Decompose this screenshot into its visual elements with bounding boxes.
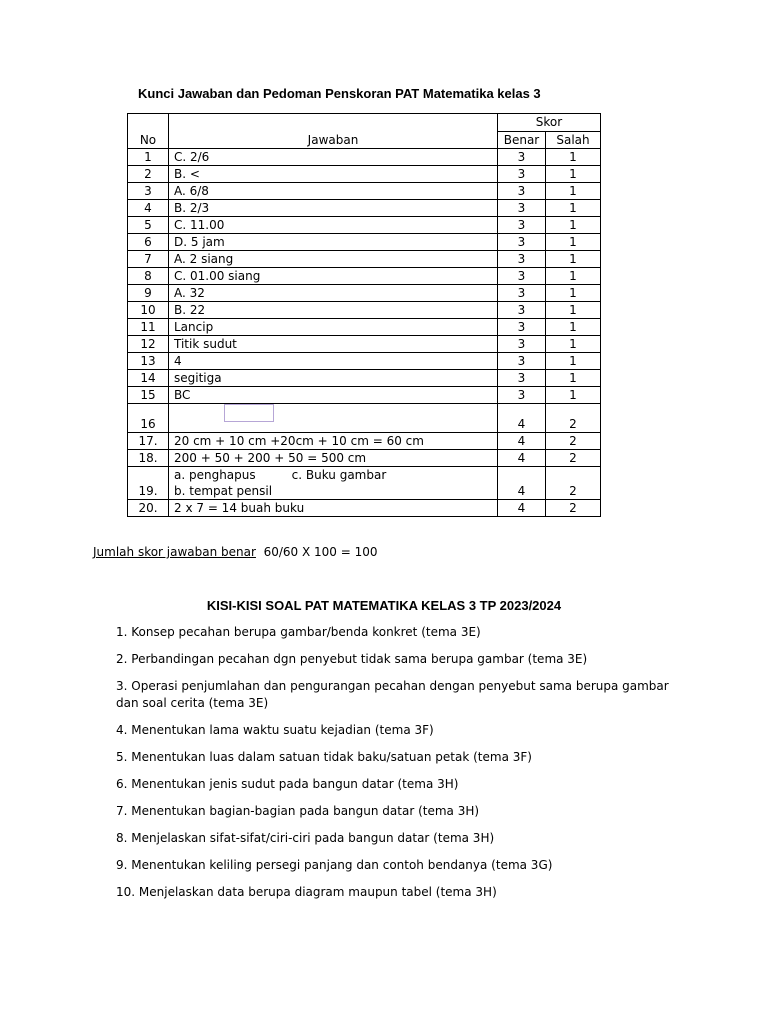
cell-wrong: 1	[546, 387, 601, 404]
cell-correct: 4	[498, 467, 546, 500]
cell-no: 19.	[128, 467, 169, 500]
cell-correct: 4	[498, 404, 546, 433]
cell-wrong: 1	[546, 251, 601, 268]
cell-wrong: 2	[546, 433, 601, 450]
cell-correct: 3	[498, 166, 546, 183]
header-score: Skor	[498, 114, 601, 132]
cell-wrong: 1	[546, 268, 601, 285]
cell-no: 5	[128, 217, 169, 234]
summary-formula: 60/60 X 100 = 100	[263, 545, 378, 559]
table-row	[128, 387, 601, 404]
cell-wrong: 1	[546, 217, 601, 234]
cell-wrong: 2	[546, 500, 601, 517]
cell-no: 11	[128, 319, 169, 336]
answer-c: c. Buku gambar	[291, 468, 387, 482]
cell-answer: 20 cm + 10 cm +20cm + 10 cm = 60 cm	[169, 433, 498, 450]
list-item: 10. Menjelaskan data berupa diagram maupun tabel (tema 3H)	[116, 885, 497, 899]
cell-no: 16	[128, 404, 169, 433]
cell-no: 17.	[128, 433, 169, 450]
cell-wrong: 2	[546, 467, 601, 500]
table-row	[128, 234, 601, 251]
list-item: 4. Menentukan lama waktu suatu kejadian (tema 3F)	[116, 723, 434, 737]
cell-no: 4	[128, 200, 169, 217]
cell-correct: 3	[498, 285, 546, 302]
kisi-title: KISI-KISI SOAL PAT MATEMATIKA KELAS 3 TP 2023/2024	[206, 598, 562, 613]
list-item: 2. Perbandingan pecahan dgn penyebut tidak sama berupa gambar (tema 3E)	[116, 652, 588, 666]
table-row	[128, 336, 601, 353]
cell-correct: 3	[498, 387, 546, 404]
cell-answer: 2 x 7 = 14 buah buku	[169, 500, 498, 517]
table-row	[128, 433, 601, 450]
table-row	[128, 370, 601, 387]
answer-key-title: Kunci Jawaban dan Pedoman Penskoran PAT Matematika kelas 3	[138, 86, 541, 101]
cell-correct: 3	[498, 319, 546, 336]
table-row	[128, 251, 601, 268]
cell-correct: 4	[498, 433, 546, 450]
cell-no: 10	[128, 302, 169, 319]
cell-answer: 200 + 50 + 200 + 50 = 500 cm	[169, 450, 498, 467]
cell-wrong: 1	[546, 234, 601, 251]
header-no: No	[128, 114, 169, 149]
list-item: 3. Operasi penjumlahan dan pengurangan pecahan dengan penyebut sama berupa gambar dan soal cerita (tema 3E)	[116, 679, 669, 710]
table-row	[128, 183, 601, 200]
list-item: 7. Menentukan bagian-bagian pada bangun datar (tema 3H)	[116, 804, 480, 818]
cell-answer: A. 6/8	[169, 183, 498, 200]
cell-wrong: 2	[546, 450, 601, 467]
table-row	[128, 166, 601, 183]
cell-no: 14	[128, 370, 169, 387]
cell-correct: 3	[498, 370, 546, 387]
cell-correct: 3	[498, 183, 546, 200]
cell-correct: 4	[498, 500, 546, 517]
table-header-row	[128, 114, 601, 132]
cell-no: 8	[128, 268, 169, 285]
cell-answer: C. 01.00 siang	[169, 268, 498, 285]
list-item: 1. Konsep pecahan berupa gambar/benda konkret (tema 3E)	[116, 625, 481, 639]
kisi-list	[116, 624, 676, 911]
cell-wrong: 1	[546, 183, 601, 200]
cell-answer: BC	[169, 387, 498, 404]
table-row	[128, 500, 601, 517]
cell-wrong: 1	[546, 319, 601, 336]
cell-answer	[169, 467, 498, 500]
list-item: 9. Menentukan keliling persegi panjang dan contoh bendanya (tema 3G)	[116, 858, 553, 872]
table-row	[128, 467, 601, 500]
list-item: 8. Menjelaskan sifat-sifat/ciri-ciri pada bangun datar (tema 3H)	[116, 831, 495, 845]
cell-no: 3	[128, 183, 169, 200]
cell-answer: A. 32	[169, 285, 498, 302]
table-row	[128, 302, 601, 319]
cell-wrong: 1	[546, 353, 601, 370]
table-row	[128, 200, 601, 217]
table-row	[128, 450, 601, 467]
answer-a: a. penghapus	[174, 468, 256, 482]
image-placeholder	[224, 404, 274, 422]
cell-correct: 3	[498, 268, 546, 285]
header-answer: Jawaban	[169, 114, 498, 149]
table-row	[128, 285, 601, 302]
cell-no: 20.	[128, 500, 169, 517]
score-summary	[93, 545, 378, 559]
table-row	[128, 268, 601, 285]
table-row	[128, 404, 601, 433]
cell-answer: Titik sudut	[169, 336, 498, 353]
table-row	[128, 149, 601, 166]
cell-correct: 3	[498, 234, 546, 251]
cell-wrong: 1	[546, 285, 601, 302]
cell-answer: B. 2/3	[169, 200, 498, 217]
cell-answer: A. 2 siang	[169, 251, 498, 268]
header-wrong: Salah	[546, 131, 601, 149]
cell-correct: 4	[498, 450, 546, 467]
cell-no: 15	[128, 387, 169, 404]
table-row	[128, 217, 601, 234]
list-item: 6. Menentukan jenis sudut pada bangun datar (tema 3H)	[116, 777, 459, 791]
cell-answer: C. 11.00	[169, 217, 498, 234]
header-correct: Benar	[498, 131, 546, 149]
cell-wrong: 1	[546, 370, 601, 387]
cell-correct: 3	[498, 353, 546, 370]
cell-wrong: 1	[546, 200, 601, 217]
cell-correct: 3	[498, 217, 546, 234]
cell-no: 2	[128, 166, 169, 183]
cell-no: 13	[128, 353, 169, 370]
cell-correct: 3	[498, 302, 546, 319]
answer-b: b. tempat pensil	[174, 484, 273, 498]
cell-no: 7	[128, 251, 169, 268]
cell-no: 9	[128, 285, 169, 302]
list-item: 5. Menentukan luas dalam satuan tidak baku/satuan petak (tema 3F)	[116, 750, 532, 764]
cell-answer	[169, 404, 498, 433]
cell-wrong: 1	[546, 302, 601, 319]
cell-correct: 3	[498, 149, 546, 166]
cell-no: 12	[128, 336, 169, 353]
summary-label: Jumlah skor jawaban benar	[93, 545, 256, 559]
cell-no: 18.	[128, 450, 169, 467]
cell-wrong: 1	[546, 149, 601, 166]
cell-wrong: 1	[546, 166, 601, 183]
cell-correct: 3	[498, 200, 546, 217]
cell-answer: 4	[169, 353, 498, 370]
cell-answer: segitiga	[169, 370, 498, 387]
cell-wrong: 1	[546, 336, 601, 353]
table-row	[128, 319, 601, 336]
cell-answer: B. 22	[169, 302, 498, 319]
cell-answer: B. <	[169, 166, 498, 183]
cell-no: 6	[128, 234, 169, 251]
cell-answer: C. 2/6	[169, 149, 498, 166]
cell-answer: D. 5 jam	[169, 234, 498, 251]
table-row	[128, 353, 601, 370]
cell-wrong: 2	[546, 404, 601, 433]
cell-answer: Lancip	[169, 319, 498, 336]
cell-no: 1	[128, 149, 169, 166]
answer-key-table	[127, 113, 601, 517]
cell-correct: 3	[498, 336, 546, 353]
cell-correct: 3	[498, 251, 546, 268]
